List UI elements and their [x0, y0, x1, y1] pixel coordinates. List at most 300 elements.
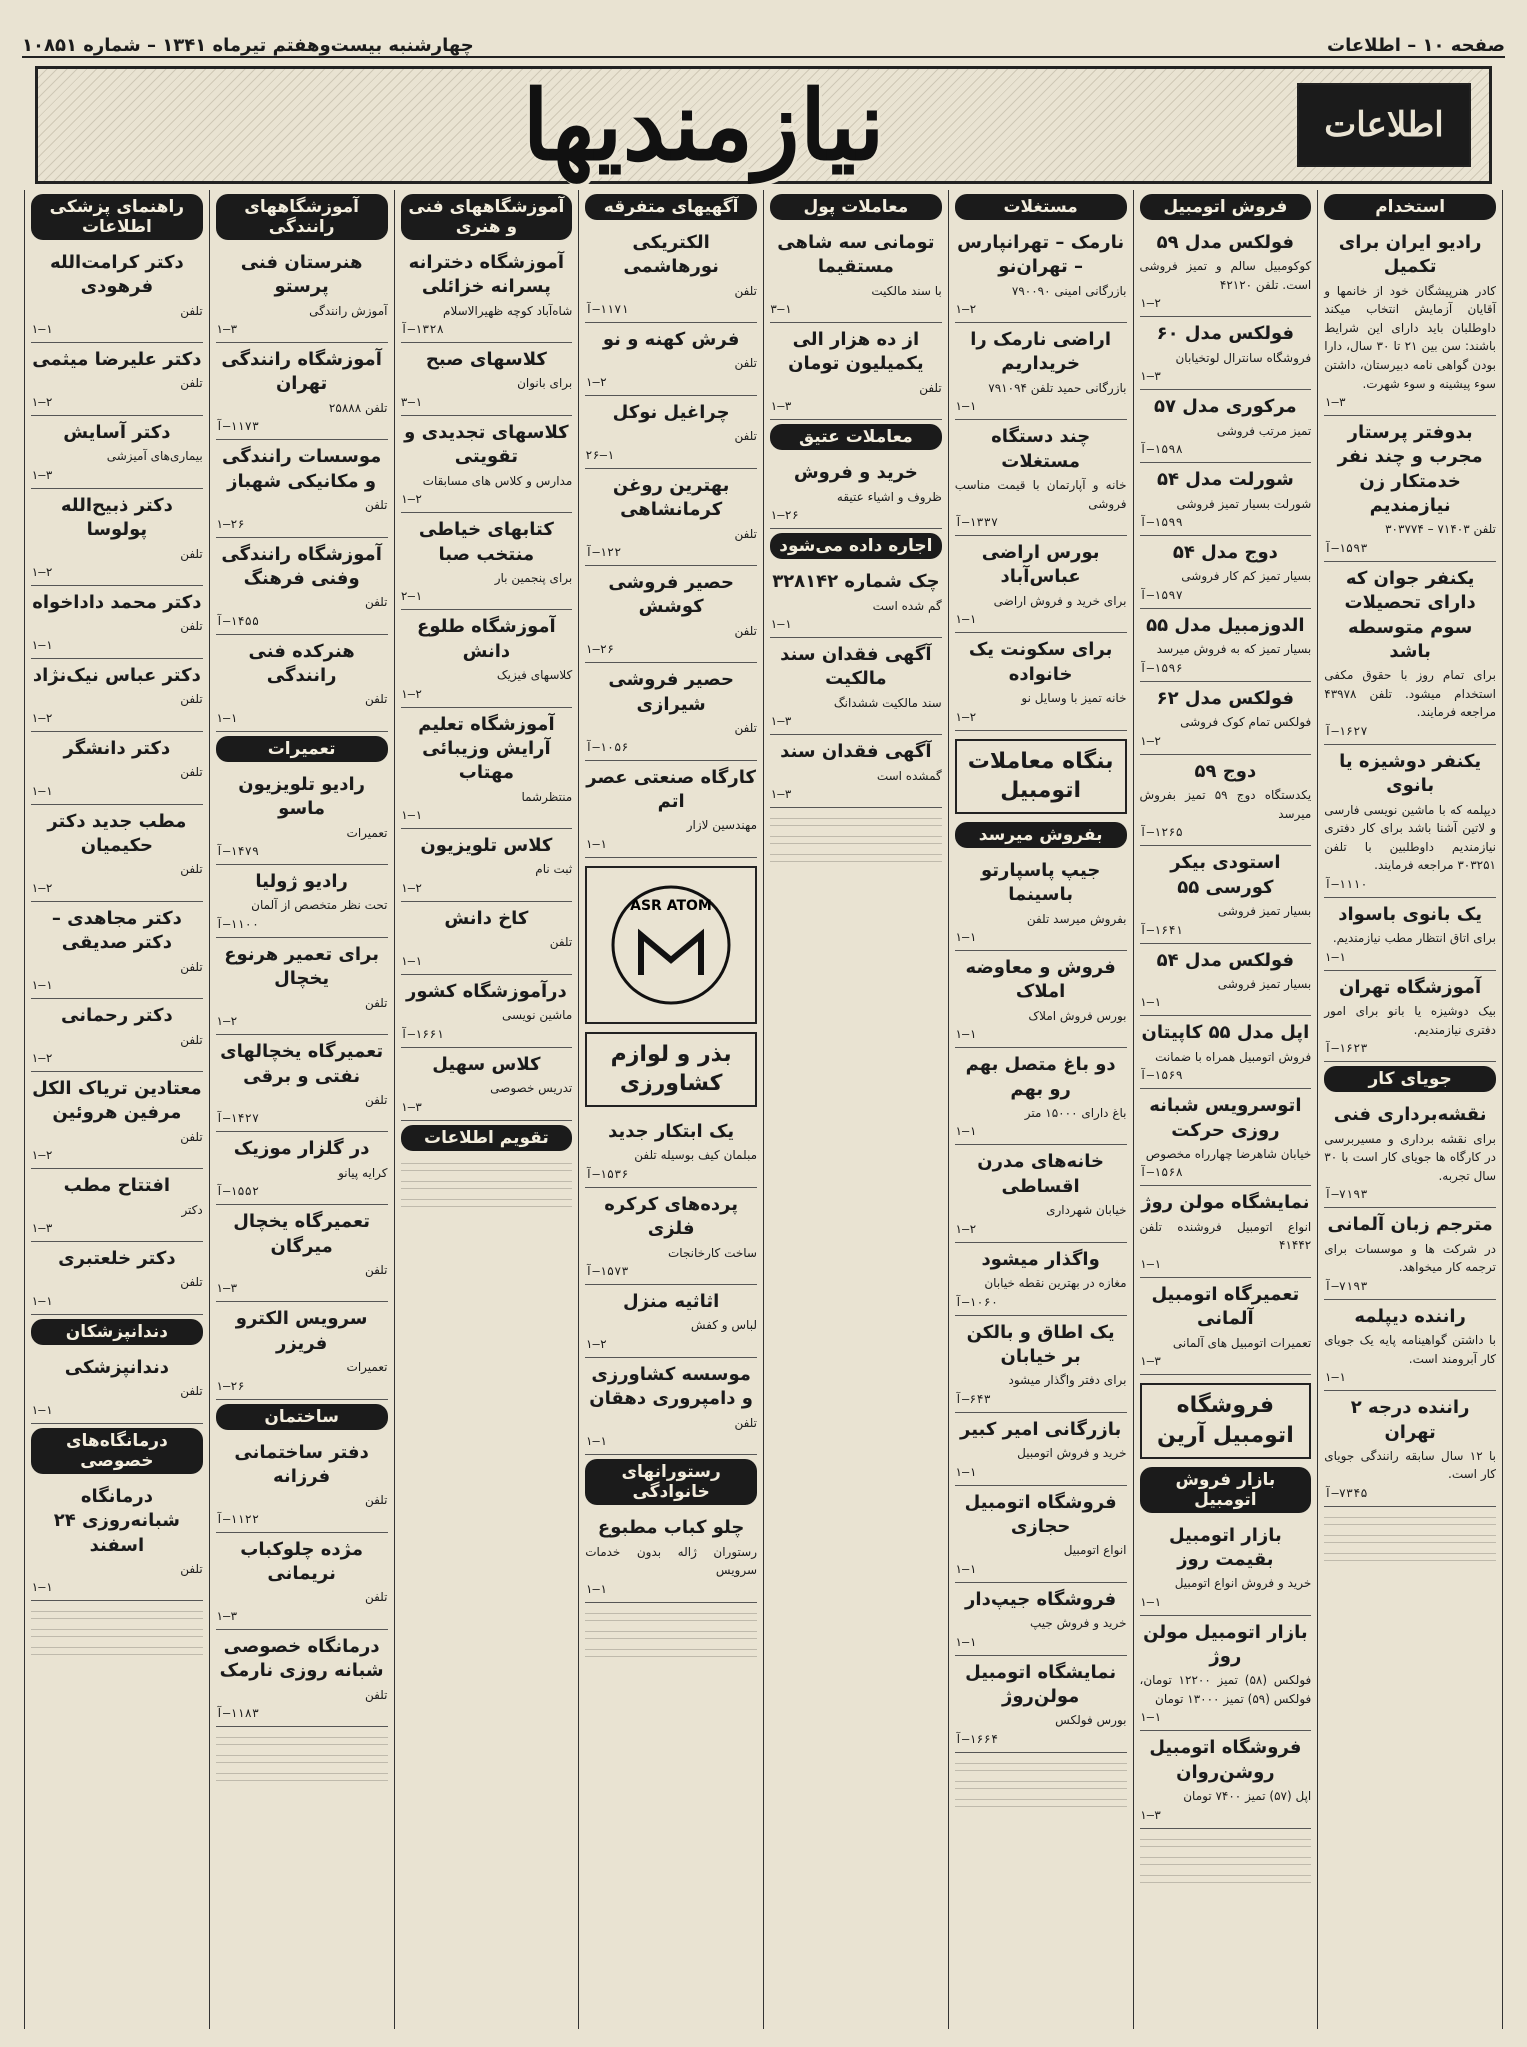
ad-title: موسسه کشاورزی و دامپروری دهقان [589, 1364, 753, 1410]
ad-body: شورلت بسیار تمیز فروشی [1176, 496, 1312, 511]
ad-code: ۳–۱ [1139, 1807, 1162, 1822]
classified-ad [1324, 562, 1496, 745]
classified-ad [31, 246, 203, 343]
classified-ad [1324, 1098, 1496, 1208]
ad-body: با داشتن گواهینامه پایه یک جویای کار آبرومند است. [1324, 1333, 1496, 1366]
text-filler [31, 1605, 203, 1619]
ad-title: کلاسهای صبح [425, 349, 547, 371]
ad-title: نقشه‌برداری فنی [1333, 1104, 1487, 1126]
ad-code: ۱–۱ [954, 399, 977, 414]
ad-body: برای تمام روز با حقوق مکفی استخدام میشود. تلفن ۴۳۹۷۸ مراجعه فرمایند. [1324, 668, 1496, 720]
ad-body: برای پنجمین بار [494, 570, 573, 585]
classified-ad [1140, 317, 1312, 390]
ad-title: حصیر فروشی شیرازی [608, 669, 734, 715]
ad-code: ۱–۳ [770, 302, 792, 317]
classified-ad [401, 708, 573, 829]
ad-body: اپل (۵۷) تمیز ۷۴۰۰ تومان [1183, 1789, 1312, 1804]
classified-ad [585, 663, 757, 760]
ad-body: مهندسین لازار [686, 818, 757, 833]
ad-code: ۱۶۲۷–آ [1324, 723, 1368, 738]
section-heading: اجاره داده می‌شود [770, 533, 942, 559]
ad-title: درمانگاه خصوصی شبانه روزی نارمک [219, 1636, 384, 1682]
ad-body: تدریس خصوصی [490, 1081, 573, 1096]
classified-ad [770, 323, 942, 420]
atom-logo-box [585, 866, 757, 1024]
text-filler [1140, 1833, 1312, 1847]
classified-ad [955, 226, 1127, 323]
ad-code: ۱۵۶۸–آ [1139, 1165, 1183, 1180]
ad-title: دکتر دانشگر [63, 737, 171, 759]
classified-ad [585, 323, 757, 396]
classified-ad [1140, 755, 1312, 846]
ad-body: تلفن [180, 1275, 203, 1290]
ad-title: فولکس مدل ۵۹ [1156, 232, 1295, 253]
ad-code: ۱۶۲۳–آ [1324, 1041, 1368, 1056]
ad-title: هنرستان فنی پرستو [240, 252, 363, 298]
ad-body: تلفن [364, 1687, 388, 1702]
ad-title: برای سکونت یک خانواده [968, 639, 1113, 685]
ad-code: ۱۵۶۹–آ [1139, 1068, 1183, 1083]
ad-title: دکتر ذبیح‌الله پولوسا [60, 494, 173, 541]
ad-code: ۱–۱ [1139, 995, 1162, 1010]
ad-title: بدوفتر پرستار مجرب و چند نفر خدمتکار زن نیازمندیم [1337, 422, 1483, 517]
ad-body: شاه‌آباد کوچه ظهیرالاسلام [443, 303, 573, 318]
ad-code: ۱–۱ [400, 953, 423, 968]
ad-body: تلفن [180, 376, 203, 391]
ad-body: برای خرید و فروش اراضی [993, 593, 1127, 608]
ad-code: ۳–۱ [31, 1221, 53, 1236]
classified-ad [31, 732, 203, 805]
ad-body: فولکس تمام کوک فروشی [1180, 715, 1312, 730]
ad-body: ظروف و اشیاء عتیقه [836, 489, 942, 504]
classified-ad [216, 343, 388, 440]
ad-title: آموزشگاه رانندگی وفنی فرهنگ [221, 543, 382, 589]
ad-body: فروشگاه سانترال لوتخیابان [1175, 350, 1312, 365]
ad-code: ۱۵۹۹–آ [1139, 515, 1183, 530]
classified-ad [585, 1188, 757, 1285]
ad-title: آموزشگاه تهران [1339, 976, 1482, 998]
ad-code: ۳–۱ [1324, 395, 1346, 410]
classified-ad [1140, 1519, 1312, 1616]
ad-code: ۱–۱ [31, 783, 53, 798]
ad-code: ۱–۱ [1139, 1594, 1162, 1609]
ad-code: ۷۱۹۳–آ [1324, 1187, 1368, 1202]
page-label: صفحه ۱۰ – اطلاعات [1327, 35, 1505, 56]
ad-title: نمایشگاه مولن روژ [1141, 1192, 1310, 1214]
ad-title: الدوزمبیل مدل ۵۵ [1146, 615, 1305, 637]
ad-title: فروشگاه اتومبیل حجازی [964, 1491, 1117, 1537]
ad-body: رستوران ژاله بدون خدمات سرویس [585, 1544, 757, 1578]
ad-code: ۲۶–۱ [585, 642, 615, 657]
ad-title: راننده درجه ۲ تهران [1350, 1397, 1470, 1443]
ad-title: دکتر آسایش [63, 422, 171, 444]
ad-code: ۳–۱ [770, 714, 792, 729]
section-heading: بازار فروش اتومبیل [1140, 1467, 1312, 1513]
classified-ad [31, 902, 203, 999]
ad-body: دکتر [181, 1202, 203, 1217]
ad-title: یکنفر دوشیزه یا بانوی [1339, 750, 1482, 797]
ad-title: برای تعمیر هرنوع یخچال [224, 944, 379, 990]
ad-body: بسیار تمیز کم کار فروشی [1181, 569, 1312, 584]
ad-code: ۱–۱ [31, 1580, 53, 1595]
text-filler [401, 1157, 573, 1171]
classified-ad [216, 440, 388, 537]
ad-body: ثبت نام [535, 862, 573, 877]
text-filler [955, 1775, 1127, 1789]
ad-body: تلفن [180, 619, 203, 634]
ad-code: ۱۱۷۳–آ [215, 419, 260, 434]
ad-body: خانه تمیز با وسایل نو [1021, 690, 1127, 705]
ad-code: ۱–۱ [954, 1027, 977, 1042]
classified-ad [31, 1242, 203, 1315]
ad-body: بیک دوشیزه یا بانو برای امور دفتری نیازمندیم. [1324, 1004, 1496, 1037]
ad-title: چک شماره ۳۲۸۱۴۲ [772, 571, 940, 593]
classified-ad [1140, 1016, 1312, 1089]
ad-code: ۱–۱ [1139, 1256, 1162, 1271]
classified-ad [585, 396, 757, 469]
classified-ad [1324, 971, 1496, 1062]
ad-body: یکدستگاه دوج ۵۹ تمیز بفروش میرسد [1139, 788, 1312, 821]
ad-code: ۱–۱ [31, 322, 53, 337]
classified-column [1133, 190, 1318, 2029]
ad-body: تلفن [180, 1129, 203, 1144]
ad-code: ۱–۱ [31, 1294, 53, 1309]
ad-title: بهترین روغن کرمانشاهی [612, 474, 730, 521]
text-filler [1140, 1869, 1312, 1883]
classified-ad [955, 420, 1127, 536]
ad-body: کرایه پیانو [338, 1165, 388, 1180]
ad-code: ۲–۱ [215, 1014, 238, 1029]
banner-title: بنگاه معاملات اتومبیل [967, 748, 1114, 804]
ad-code: ۳–۱ [31, 467, 53, 482]
ad-body: خرید و فروش جیپ [1029, 1616, 1127, 1631]
ad-code: ۲–۱ [31, 395, 53, 410]
section-heading: معاملات عتیق [770, 424, 942, 450]
ad-code: ۲–۱ [400, 686, 423, 701]
ad-code: ۷۱۹۳–آ [1324, 1278, 1368, 1293]
ad-title: بازرگانی امیر کبیر [960, 1418, 1122, 1440]
text-filler [1324, 1529, 1496, 1543]
classified-ad [216, 1533, 388, 1630]
ad-title: دکتر خلعتبری [58, 1248, 176, 1270]
ad-body: منتظرشما [521, 789, 573, 804]
section-heading: مستغلات [955, 194, 1127, 220]
ad-body: تلفن [364, 1590, 388, 1605]
ad-code: ۱–۱ [585, 836, 607, 851]
ad-title: چلو کباب مطبوع [597, 1517, 745, 1539]
ad-code: ۱۶۶۴–آ [954, 1731, 999, 1746]
classified-ad [216, 1035, 388, 1132]
ad-body: تعمیرات اتومبیل های آلمانی [1172, 1335, 1312, 1350]
ad-body: بسیار تمیز فروشی [1217, 903, 1312, 918]
ad-title: تومانی سه شاهی مستقیما [777, 232, 935, 278]
classified-ad [31, 489, 203, 586]
ad-body: تلفن [364, 1493, 388, 1508]
ad-body: تلفن [180, 959, 203, 974]
ad-title: حصیر فروشی کوشش [608, 572, 734, 618]
ad-title: درمانگاه شبانه‌روزی ۲۴ اسفند [53, 1485, 180, 1556]
ad-code: ۳–۱ [770, 787, 792, 802]
text-filler [585, 1625, 757, 1639]
ad-body: تلفن [734, 429, 757, 444]
section-heading: تقویم اطلاعات [401, 1125, 573, 1151]
ad-code: ۱–۱ [954, 1464, 977, 1479]
classified-ad [1140, 682, 1312, 755]
ad-code: ۱۲۶۵–آ [1139, 825, 1183, 840]
text-filler [770, 812, 942, 826]
classified-ad [955, 1316, 1127, 1413]
ad-body: کوکومبیل سالم و تمیز فروشی است. تلفن ۴۲۱۲۰ [1139, 259, 1312, 292]
ad-title: رادیو تلویزیون ماسو [238, 773, 366, 820]
ad-body: تلفن [364, 1092, 388, 1107]
ad-body: تلفن [734, 283, 757, 298]
ad-code: ۳–۱ [215, 1609, 238, 1624]
classified-ad [216, 938, 388, 1035]
ad-code: ۳–۱ [215, 322, 238, 337]
ad-code: ۲–۱ [31, 565, 53, 580]
ad-title: سرویس الکترو فریزر [235, 1308, 368, 1354]
text-filler [770, 848, 942, 862]
classified-ad [31, 1351, 203, 1424]
banner-ad [585, 1032, 757, 1107]
ad-title: کارگاه صنعتی عصر اتم [586, 766, 756, 812]
ad-body: تلفن [180, 1032, 203, 1047]
classified-ad [31, 416, 203, 489]
ad-code: ۱–۱ [215, 710, 238, 725]
ad-body: در شرکت ها و موسسات برای ترجمه کار میخواهد. [1324, 1241, 1496, 1275]
ad-code: ۱۴۷۹–آ [215, 844, 260, 859]
ad-code: ۲–۱ [400, 881, 423, 896]
ad-title: فروشگاه جیپ‌دار [965, 1588, 1117, 1610]
classified-ad [216, 1205, 388, 1302]
ad-code: ۱–۱ [1324, 949, 1346, 964]
ad-code: ۶۴۳–آ [954, 1391, 991, 1406]
ad-body: بسیار تمیز که به فروش میرسد [1156, 642, 1312, 657]
ad-body: مبلمان کیف بوسیله تلفن [634, 1148, 757, 1163]
ad-title: کلاسهای تجدیدی و تقویتی [404, 422, 569, 468]
ad-body: تلفن [180, 303, 203, 318]
ad-body: تلفن [180, 1384, 203, 1399]
ad-body: تلفن [364, 497, 388, 512]
ad-body: تلفن [180, 862, 203, 877]
ad-code: ۱۵۹۶–آ [1139, 660, 1183, 675]
classified-ad [585, 761, 757, 858]
ad-body: فولکس (۵۸) تمیز ۱۲۲۰۰ تومان، فولکس (۵۹) تمیز ۱۳۰۰۰ تومان [1139, 1673, 1312, 1706]
date-issue: چهارشنبه بیست‌وهفتم تیرماه ۱۳۴۱ – شماره ۱۰۸۵۱ [22, 35, 474, 56]
ad-title: دفتر ساختمانی فرزانه [234, 1441, 369, 1487]
ad-body: بیماری‌های آمیزشی [106, 449, 203, 464]
text-filler [1324, 1511, 1496, 1525]
classified-ad [1140, 226, 1312, 317]
ad-body: خیابان شهرداری [1046, 1203, 1127, 1218]
classified-ad [955, 1048, 1127, 1145]
section-heading: دندانپزشکان [31, 1319, 203, 1345]
classified-ad [1324, 226, 1496, 416]
ad-title: اتوسرویس شبانه روزی حرکت [1149, 1095, 1302, 1141]
ad-title: الکتریکی نورهاشمی [623, 232, 719, 278]
ad-body: تلفن [734, 356, 757, 371]
ad-body: گمشده است [876, 768, 942, 783]
classified-ad [1324, 416, 1496, 562]
ad-body: تلفن ۲۵۸۸۸ [328, 400, 388, 415]
ad-title: جیپ پاسپارتو باسینما [980, 859, 1101, 906]
classified-ad [585, 1115, 757, 1188]
ad-title: فولکس مدل ۵۴ [1156, 949, 1295, 971]
ad-title: فرش کهنه و نو [602, 329, 740, 351]
text-filler [770, 830, 942, 844]
ad-title: کاخ دانش [444, 908, 529, 930]
classified-column [1317, 190, 1503, 2029]
ad-title: دکتر کرامت‌الله فرهودی [50, 252, 184, 298]
ad-code: ۲۶–۱ [770, 508, 799, 523]
ad-body: تلفن [180, 765, 203, 780]
ad-code: ۱۱۲۲–آ [215, 1511, 260, 1526]
section-heading: ساختمان [216, 1404, 388, 1430]
ad-title: کلاس سهیل [432, 1053, 541, 1075]
ad-code: ۱–۱ [31, 1402, 53, 1417]
classified-ad [401, 1048, 573, 1121]
ad-body: مغازه در بهترین نقطه خیابان [984, 1275, 1127, 1290]
ad-body: بورس فروش املاک [1028, 1008, 1127, 1023]
classified-ad [216, 246, 388, 343]
classified-ad [1140, 390, 1312, 463]
classified-ad [216, 768, 388, 865]
ad-title: دکتر مجاهدی – دکتر صدیقی [51, 908, 182, 954]
ad-title: تعمیرگاه اتومبیل آلمانی [1151, 1283, 1300, 1330]
classified-ad [31, 1169, 203, 1242]
ad-code: ۲–۱ [400, 492, 423, 507]
ad-body: خانه و آپارتمان با قیمت مناسب فروشی [954, 477, 1127, 511]
ad-code: ۱۰۶۰–آ [954, 1294, 999, 1309]
ad-body: برای نقشه برداری و مسیربرسی در کارگاه ها جویای کار است با ۳۰ سال تجربه. [1324, 1131, 1496, 1183]
ad-body: تعمیرات [346, 1360, 388, 1375]
classified-ad [1140, 463, 1312, 536]
section-heading: آگهیهای متفرقه [585, 194, 757, 220]
classified-ad [585, 1285, 757, 1358]
classified-ad [31, 586, 203, 659]
ad-code: ۲–۱ [31, 1051, 53, 1066]
ad-body: برای بانوان [517, 376, 573, 391]
ad-title: دوج ۵۹ [1194, 760, 1257, 782]
atom-logo [596, 880, 746, 1010]
ad-code: ۱–۱ [954, 1634, 977, 1649]
classified-ad [1140, 846, 1312, 943]
ad-code: ۲–۱ [954, 709, 977, 724]
ad-body: تلفن [549, 935, 573, 950]
ad-title: نارمک – تهرانپارس – تهران‌نو [957, 232, 1125, 278]
ad-title: مترجم زبان آلمانی [1327, 1214, 1493, 1236]
classified-ad [31, 1480, 203, 1601]
classified-ad [955, 1583, 1127, 1656]
ad-code: ۱–۱ [770, 617, 792, 632]
ad-title: موسسات رانندگی و مکانیکی شهباز [221, 446, 382, 492]
ad-code: ۱–۲۶ [585, 447, 615, 462]
ad-code: ۱–۱ [954, 930, 977, 945]
ad-title: دوج مدل ۵۴ [1172, 542, 1278, 564]
classified-ad [1140, 1089, 1312, 1186]
text-filler [585, 1643, 757, 1657]
ad-title: آموزشگاه طلوع دانش [417, 616, 556, 662]
ad-title: فروش و معاوضه املاک [965, 957, 1116, 1003]
ad-body: انواع اتومبیل [1063, 1543, 1127, 1558]
ad-title: آموزشگاه تعلیم آرایش وزیبائی مهتاب [418, 713, 555, 784]
ad-code: ۳–۱ [1139, 369, 1162, 384]
ad-body: انواع اتومبیل فروشنده تلفن ۴۱۴۴۲ [1139, 1219, 1312, 1253]
ad-title: کتابهای خیاطی منتخب صبا [418, 519, 554, 565]
ad-code: ۲–۱ [31, 1148, 53, 1163]
ad-code: ۱–۱ [585, 1581, 607, 1596]
ad-body: خرید و فروش اتومبیل [1017, 1446, 1127, 1461]
ad-title: آگهی فقدان سند [780, 741, 932, 763]
ad-title: افتتاح مطب [63, 1175, 171, 1197]
classified-ad [955, 1656, 1127, 1753]
ad-title: فولکس مدل ۶۲ [1156, 687, 1295, 709]
ad-body: خرید و فروش انواع اتومبیل [1174, 1576, 1312, 1591]
classified-column [209, 190, 394, 2029]
ad-title: خانه‌های مدرن اقساطی [977, 1151, 1104, 1197]
classified-ad [31, 999, 203, 1072]
ad-body: با سند مالکیت [871, 283, 942, 298]
section-heading: فروش اتومبیل [1140, 194, 1312, 220]
classified-ad [216, 635, 388, 732]
ad-code: ۲۶–۱ [215, 516, 245, 531]
classifieds-columns [24, 190, 1503, 2029]
ad-code: ۲۶–۱ [215, 1378, 245, 1393]
ad-title: معتادین تریاک الکل مرفین هروئین [32, 1078, 202, 1124]
ad-body: دیپلمه که با ماشین نویسی فارسی و لاتین آشنا باشد برای کار دفتری نیازمندیم داوطلبین با تلفن ۳۰۳۲۵۱ مراجعه فرمایند. [1324, 802, 1496, 873]
ad-code: ۱۱۷۱–آ [585, 302, 629, 317]
ad-title: رادیو ایران برای تکمیل [1338, 232, 1482, 278]
ad-code: ۳–۱ [770, 399, 792, 414]
text-filler [955, 1793, 1127, 1807]
banner-ad [1140, 1383, 1312, 1458]
ad-title: کلاس تلویزیون [420, 835, 553, 857]
ad-body: بازرگانی امینی ۷۹۰۰۹۰ [1011, 283, 1127, 298]
classified-ad [955, 323, 1127, 420]
ad-code: ۱۱۸۳–آ [215, 1706, 260, 1721]
classified-ad [585, 469, 757, 566]
ad-code: ۱۱۰۰–آ [215, 917, 260, 932]
masthead [35, 66, 1492, 184]
ad-body: فروش اتومبیل همراه با ضمانت [1155, 1049, 1312, 1064]
ad-title: دو باغ متصل بهم رو بهم [965, 1054, 1116, 1100]
ad-body: تلفن [734, 1415, 757, 1430]
ad-title: دندانپزشکی [64, 1357, 169, 1379]
ad-code: ۱–۱ [954, 1561, 977, 1576]
classified-ad [955, 854, 1127, 951]
classified-ad [1140, 1278, 1312, 1375]
classified-ad [31, 659, 203, 732]
text-filler [955, 1757, 1127, 1771]
ad-title: دکتر رحمانی [61, 1005, 173, 1027]
text-filler [31, 1623, 203, 1637]
ad-title: واگذار میشود [981, 1248, 1100, 1270]
ad-code: ۱۵۹۳–آ [1324, 540, 1368, 555]
ad-code: ۱–۲ [400, 589, 423, 604]
classified-ad [401, 513, 573, 610]
ad-title: چند دستگاه مستغلات [991, 426, 1091, 472]
ad-body: تلفن [734, 623, 757, 638]
classified-ad [585, 1358, 757, 1455]
classified-ad [216, 1132, 388, 1205]
ad-body: آموزش رانندگی [309, 303, 388, 318]
ad-body: تلفن [364, 692, 388, 707]
ad-title: بازار اتومبیل مولن روژ [1143, 1621, 1308, 1667]
ad-body: مدارس و کلاس های مسابقات [422, 473, 573, 488]
ad-body: بفروش میرسد تلفن [1026, 911, 1127, 926]
ad-title: پرده‌های کرکره فلزی [604, 1193, 739, 1240]
classified-ad [955, 1486, 1127, 1583]
